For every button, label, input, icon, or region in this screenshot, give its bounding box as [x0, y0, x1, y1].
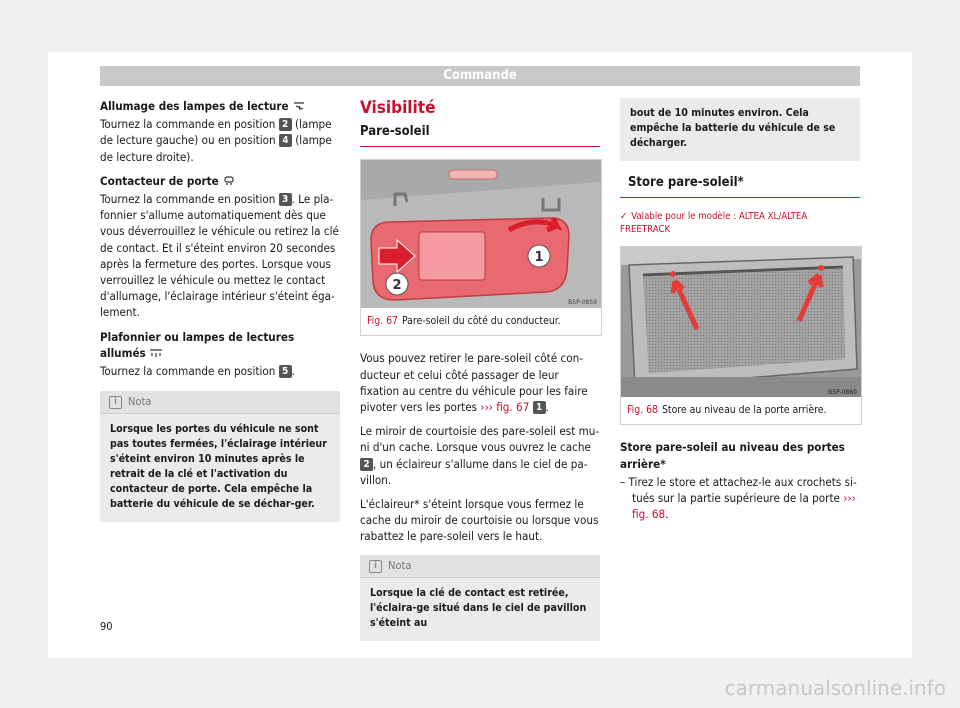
watermark: carmanualsonline.info — [724, 676, 946, 700]
figure-68 — [620, 246, 862, 425]
reading-lamps-text: Tournez la commande en position 2 (lampe de lecture gauche) ou en position 4 (lampe de lecture droite). — [100, 117, 332, 164]
rear-sunshade-heading: Store pare-soleil au niveau des portes arrière* — [620, 440, 845, 471]
sun-visor-subheading: Pare-soleil — [360, 124, 600, 147]
note-text: Lorsque la clé de contact est retirée, l'éclaira-ge situé dans le ciel de pavillon s'éteint au — [370, 586, 587, 629]
section-title: Visibilité — [360, 98, 436, 118]
figure-code: B5P-0860 — [828, 389, 857, 397]
rear-door-sunshade-illustration — [621, 247, 861, 397]
info-icon: i — [369, 560, 382, 573]
reading-lamps-heading: Allumage des lampes de lecture — [100, 98, 340, 114]
reading-lamp-icon — [292, 101, 306, 111]
column-3 — [620, 98, 860, 530]
visor-text-3: L'éclaireur* s'éteint lorsque vous fermez le cache du miroir de courtoisie ou lorsque vous rabattez le pare-soleil vers le haut. — [360, 497, 599, 544]
figure-code: B5P-0859 — [568, 299, 597, 307]
column-1 — [100, 98, 340, 522]
manual-page — [48, 52, 912, 658]
figure-caption: Fig. 68 Store au niveau de la porte arrière. — [621, 397, 861, 424]
door-contact-text: Tournez la commande en position 3 . Le pla-fonnier s'allume automatiquement dès que vous déverrouillez le véhicule ou retirez la clé de contact. Et il s'éteint environ 20 secondes après la fermeture des portes. Lorsque vous verrouillez le véhicule ou mettez le contact d'allumage, l'éclairage intérieur s'éteint éga-lement. — [100, 192, 339, 320]
note-header: i Nota — [360, 555, 600, 578]
door-contact-heading: Contacteur de porte — [100, 173, 340, 189]
column-2 — [360, 98, 600, 641]
callout-2: 2 — [392, 278, 402, 294]
visor-text-1: Vous pouvez retirer le pare-soleil côté con-ducteur et celui côté passager de leur fixation au centre du véhicule pour les faire pivoter vers les portes ››› fig. 67 1 . — [360, 351, 588, 415]
page-number: 90 — [100, 620, 113, 633]
note-header: i Nota — [100, 391, 340, 414]
note-text: Lorsque les portes du véhicule ne sont pas toutes fermées, l'éclairage intérieur s'éteint environ 10 minutes après le retrait de la clé et l'activation du contacteur de porte. Cela empêche la batterie du véhicule de se déchar-ger. — [110, 423, 327, 511]
figure-caption: Fig. 67 Pare-soleil du côté du conducteur. — [361, 308, 601, 335]
note-box-1 — [100, 391, 340, 522]
instruction-item: – Tirez le store et attachez-le aux crochets si-tués sur la partie supérieure de la porte ››› fig. 68. — [620, 474, 857, 522]
visor-text-2: Le miroir de courtoisie des pare-soleil est mu-ni d'un cache. Lorsque vous ouvrez le cache 2 , un éclaireur s'allume dans le ciel de pa-villon. — [360, 424, 600, 487]
note-box-2 — [360, 555, 600, 641]
door-contact-icon — [222, 176, 236, 186]
sunshade-subheading: Store pare-soleil* — [620, 175, 860, 198]
chapter-header: Commande — [100, 66, 860, 86]
ceiling-lamp-text: Tournez la commande en position 5 . — [100, 364, 295, 379]
info-icon: i — [109, 396, 122, 409]
ceiling-lamp-heading: Plafonnier ou lampes de lectures allumés — [100, 329, 295, 360]
figure-link[interactable]: ››› fig. 68 — [632, 491, 856, 522]
note-box-2-continued — [620, 98, 860, 161]
figure-67 — [360, 159, 602, 336]
sun-visor-illustration — [361, 160, 601, 308]
ceiling-lamp-icon — [149, 348, 163, 358]
check-icon: ✓ — [620, 211, 628, 223]
note-text-continued: bout de 10 minutes environ. Cela empêche la batterie du véhicule de se décharger. — [630, 107, 836, 149]
figure-link[interactable]: ››› fig. 67 — [480, 400, 530, 415]
validity-note: ✓ Valable pour le modèle : ALTEA XL/ALTEA FREETRACK — [620, 211, 808, 236]
callout-1: 1 — [534, 250, 544, 266]
